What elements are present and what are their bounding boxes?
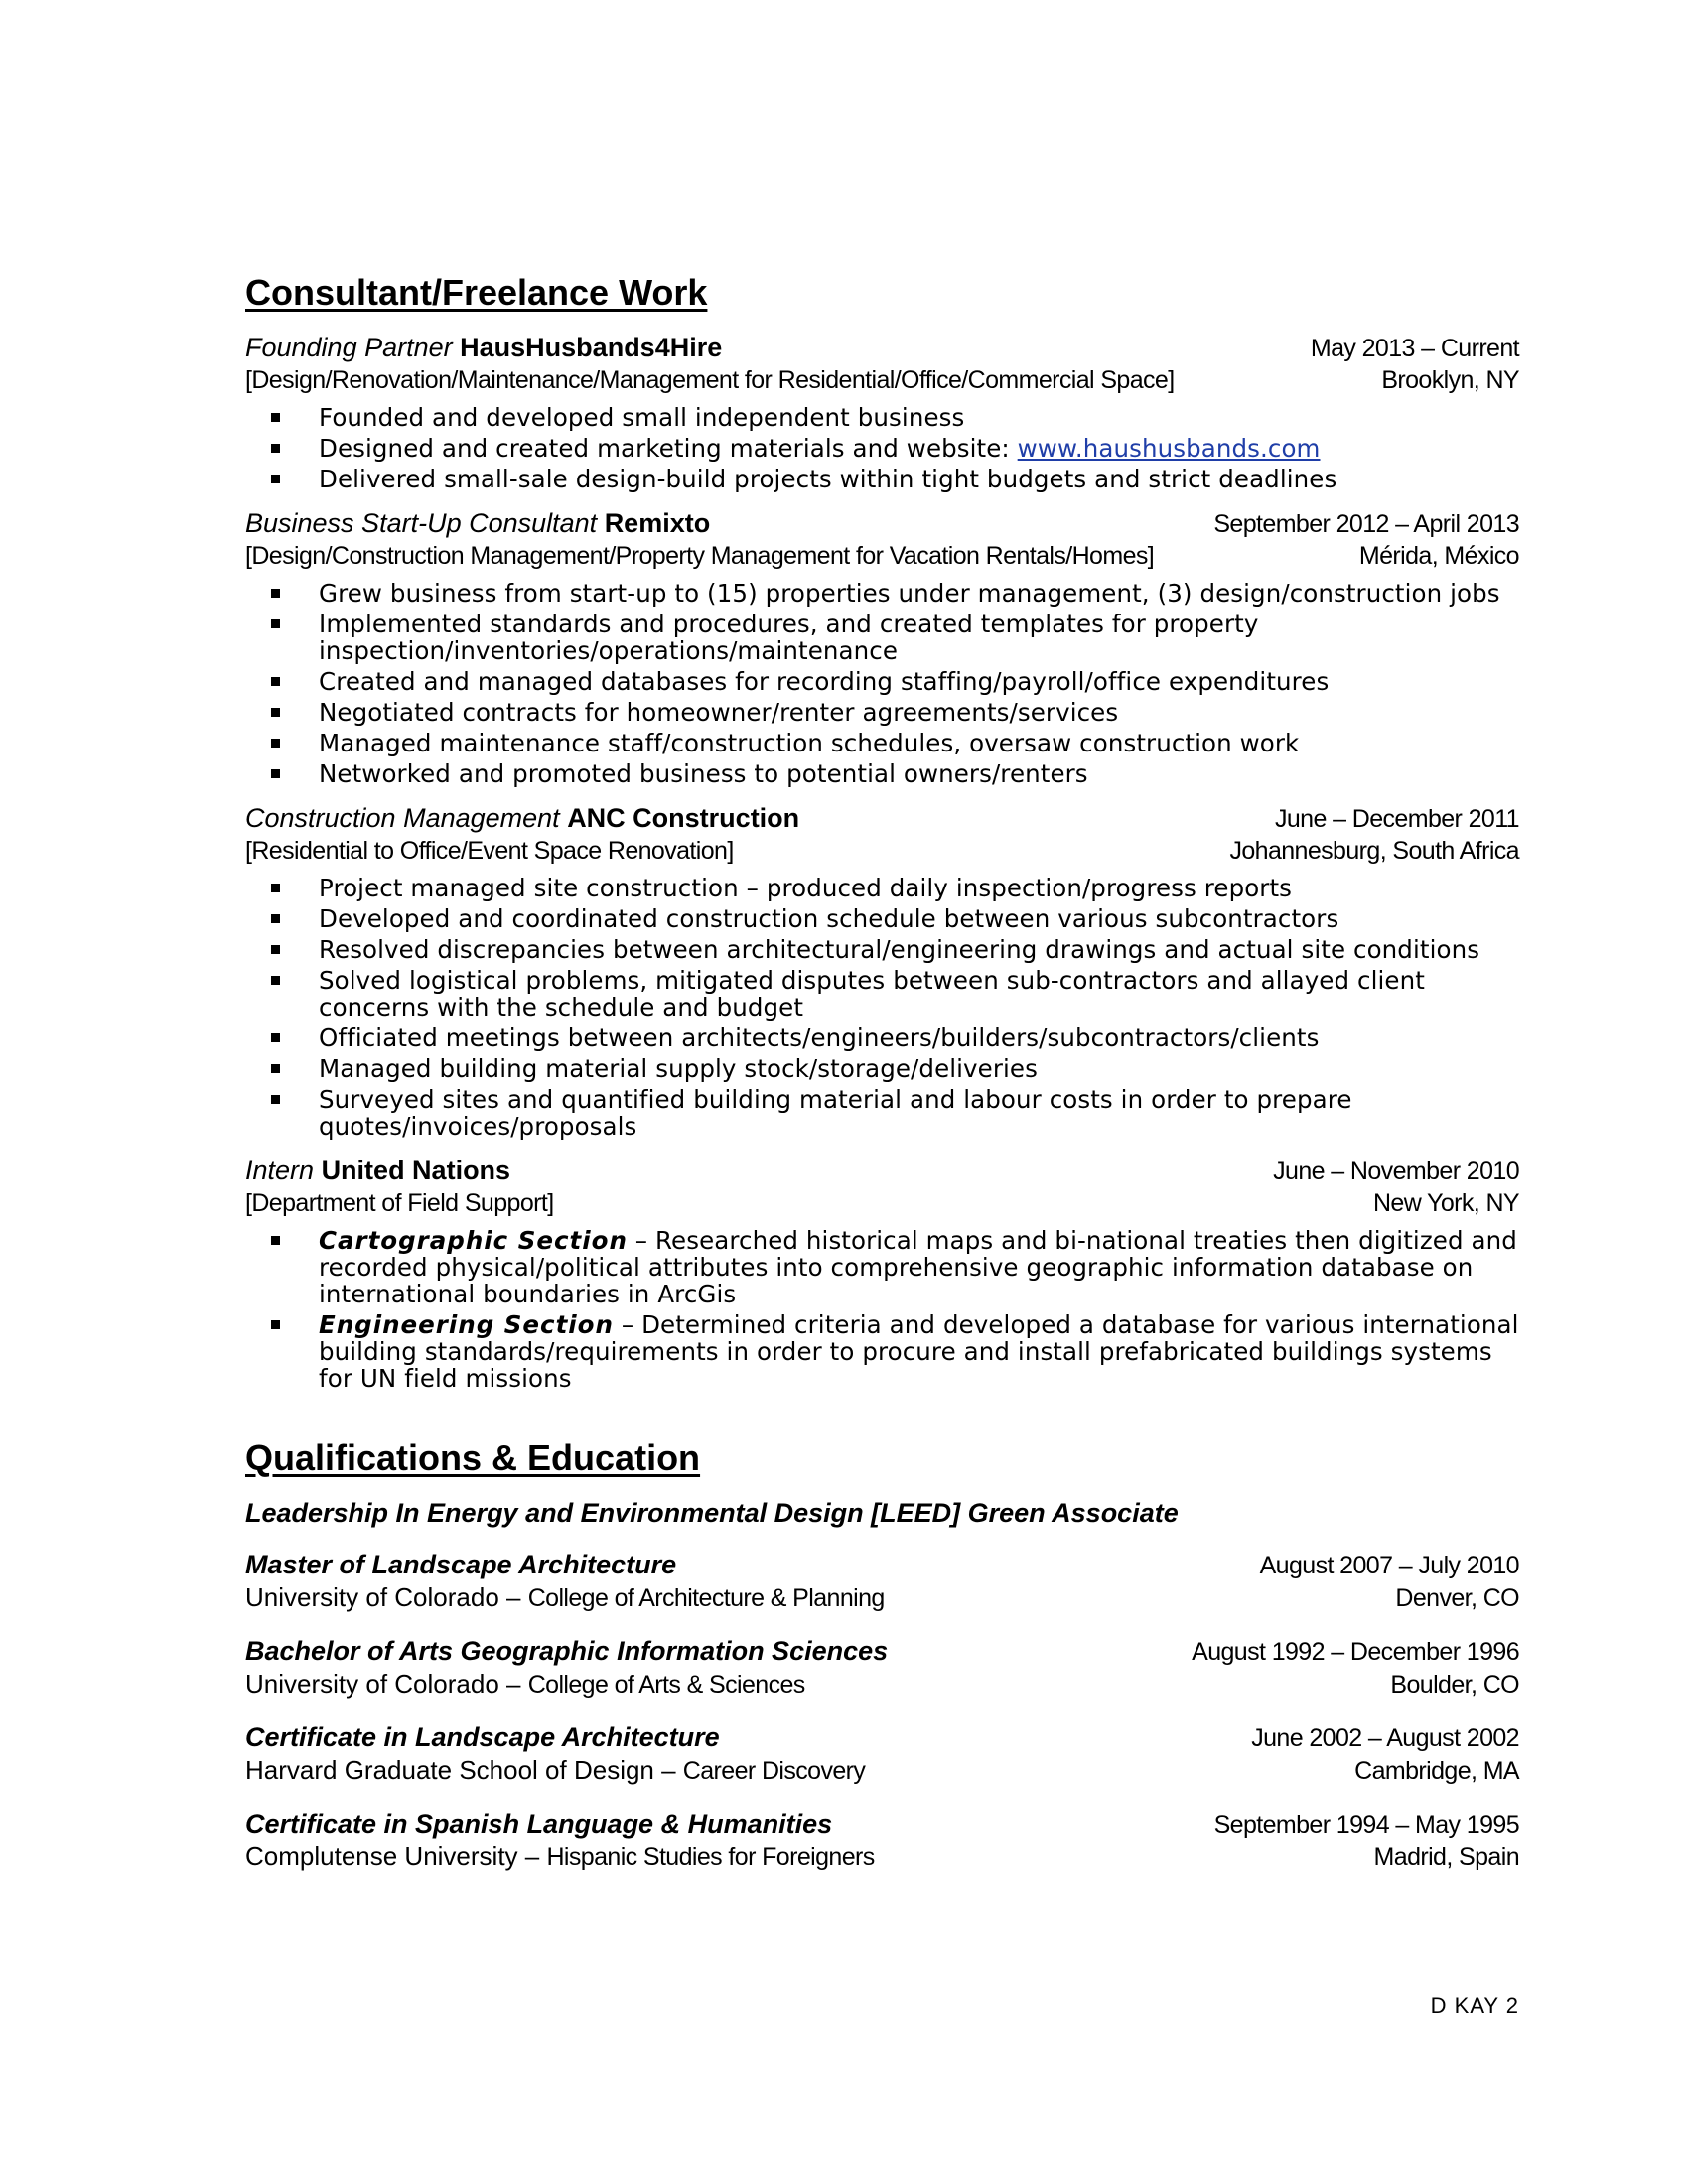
bullet-square-icon	[271, 619, 280, 628]
school-location: Boulder, CO	[1390, 1671, 1519, 1699]
job-subheader	[245, 540, 1519, 572]
job-header	[245, 801, 1519, 835]
school-location: Denver, CO	[1395, 1584, 1519, 1612]
bullet-item: Grew business from start-up to (15) properties under management, (3) design/construction jobs	[245, 580, 1519, 607]
bullet-item: Solved logistical problems, mitigated disputes between sub-contractors and allayed client concerns with the schedule and budget	[245, 967, 1519, 1021]
job-bullets	[245, 1227, 1519, 1392]
bullet-item: Cartographic Section – Researched historical maps and bi-national treaties then digitized and recorded physical/political attributes into comprehensive geographic information database on international boundaries in ArcGis	[245, 1227, 1519, 1307]
bullet-item: Negotiated contracts for homeowner/renter agreements/services	[245, 699, 1519, 726]
bullet-square-icon	[271, 708, 280, 717]
job-dates: May 2013 – Current	[1310, 335, 1519, 362]
education-entry	[245, 1548, 1519, 1614]
bullet-square-icon	[271, 739, 280, 748]
school-location: Madrid, Spain	[1373, 1843, 1519, 1871]
degree-dates: August 2007 – July 2010	[1259, 1552, 1519, 1579]
job-desc: [Department of Field Support]	[245, 1189, 554, 1217]
school-name: Harvard Graduate School of Design – Career Discovery	[245, 1755, 866, 1785]
bullet-item: Managed maintenance staff/construction schedules, oversaw construction work	[245, 730, 1519, 756]
job-bullets	[245, 875, 1519, 1140]
bullet-item: Created and managed databases for recording staffing/payroll/office expenditures	[245, 668, 1519, 695]
job-subheader	[245, 1187, 1519, 1219]
job-org: ANC Construction	[567, 803, 800, 833]
leed-credential: Leadership In Energy and Environmental Design [LEED] Green Associate	[245, 1498, 1179, 1528]
resume-content	[245, 270, 1519, 1893]
bullet-square-icon	[271, 769, 280, 778]
job-subheader	[245, 835, 1519, 867]
bullet-square-icon	[271, 589, 280, 598]
bullet-item: Networked and promoted business to potential owners/renters	[245, 760, 1519, 787]
job-role: Intern	[245, 1156, 315, 1185]
job-dates: June – December 2011	[1274, 805, 1519, 833]
bullet-square-icon	[271, 976, 280, 985]
degree-title: Bachelor of Arts Geographic Information Sciences	[245, 1636, 889, 1666]
job-dates: June – November 2010	[1273, 1158, 1519, 1185]
school-name: Complutense University – Hispanic Studies for Foreigners	[245, 1842, 875, 1871]
job-entry	[245, 331, 1519, 492]
degree-title: Certificate in Spanish Language & Humanities	[245, 1809, 833, 1839]
degree-dates: September 1994 – May 1995	[1213, 1811, 1519, 1839]
job-location: Mérida, México	[1358, 542, 1519, 570]
job-dates: September 2012 – April 2013	[1213, 510, 1519, 538]
bullet-item: Officiated meetings between architects/engineers/builders/subcontractors/clients	[245, 1024, 1519, 1051]
bullet-item: Founded and developed small independent business	[245, 404, 1519, 431]
education-entry	[245, 1720, 1519, 1787]
bullet-square-icon	[271, 677, 280, 686]
school-name: University of Colorado – College of Architecture & Planning	[245, 1582, 885, 1612]
degree-title: Certificate in Landscape Architecture	[245, 1722, 720, 1752]
degree-dates: June 2002 – August 2002	[1251, 1724, 1519, 1752]
bullet-item: Resolved discrepancies between architectural/engineering drawings and actual site conditions	[245, 936, 1519, 963]
job-location: Johannesburg, South Africa	[1229, 837, 1519, 865]
bullet-square-icon	[271, 884, 280, 892]
job-desc: [Residential to Office/Event Space Renovation]	[245, 837, 734, 865]
job-org: HausHusbands4Hire	[460, 333, 723, 362]
job-desc: [Design/Construction Management/Property Management for Vacation Rentals/Homes]	[245, 542, 1155, 570]
bullet-item: Delivered small-sale design-build projects within tight budgets and strict deadlines	[245, 466, 1519, 492]
job-header	[245, 506, 1519, 540]
school-location: Cambridge, MA	[1354, 1757, 1519, 1785]
job-org: United Nations	[321, 1156, 511, 1185]
sub-label: Cartographic Section	[319, 1226, 628, 1255]
job-bullets	[245, 580, 1519, 787]
school-name: University of Colorado – College of Arts & Sciences	[245, 1669, 805, 1699]
education-entry	[245, 1634, 1519, 1701]
degree-dates: August 1992 – December 1996	[1192, 1638, 1519, 1666]
bullet-square-icon	[271, 444, 280, 453]
job-entry	[245, 801, 1519, 1140]
job-bullets	[245, 404, 1519, 492]
job-header	[245, 331, 1519, 364]
bullet-square-icon	[271, 945, 280, 954]
job-role: Construction Management	[245, 803, 560, 833]
job-org: Remixto	[604, 508, 711, 538]
bullet-item: Implemented standards and procedures, and created templates for property inspection/inventories/operations/maintenance	[245, 611, 1519, 664]
job-entry	[245, 506, 1519, 787]
job-desc: [Design/Renovation/Maintenance/Management for Residential/Office/Commercial Space]	[245, 366, 1175, 394]
page-footer: D KAY 2	[1430, 1993, 1519, 2018]
bullet-item: Developed and coordinated construction schedule between various subcontractors	[245, 905, 1519, 932]
bullet-square-icon	[271, 413, 280, 422]
website-link[interactable]: www.haushusbands.com	[1017, 434, 1321, 463]
bullet-square-icon	[271, 914, 280, 923]
bullet-item: Engineering Section – Determined criteria and developed a database for various international building standards/requirements in order to procure and install prefabricated buildings systems for UN field missions	[245, 1311, 1519, 1392]
job-entry	[245, 1154, 1519, 1392]
bullet-item: Designed and created marketing materials and website: www.haushusbands.com	[245, 435, 1519, 462]
job-role: Founding Partner	[245, 333, 453, 362]
bullet-square-icon	[271, 475, 280, 483]
bullet-item: Surveyed sites and quantified building material and labour costs in order to prepare quotes/invoices/proposals	[245, 1086, 1519, 1140]
bullet-item: Managed building material supply stock/storage/deliveries	[245, 1055, 1519, 1082]
sub-label: Engineering Section	[319, 1310, 614, 1339]
job-location: New York, NY	[1372, 1189, 1519, 1217]
bullet-item: Project managed site construction – produced daily inspection/progress reports	[245, 875, 1519, 901]
bullet-square-icon	[271, 1320, 280, 1329]
bullet-square-icon	[271, 1236, 280, 1245]
job-subheader	[245, 364, 1519, 396]
job-location: Brooklyn, NY	[1381, 366, 1519, 394]
bullet-square-icon	[271, 1064, 280, 1073]
education-entry	[245, 1807, 1519, 1873]
education-section-heading: Qualifications & Education	[245, 1437, 701, 1478]
consultant-section-heading: Consultant/Freelance Work	[245, 272, 708, 313]
degree-title: Master of Landscape Architecture	[245, 1550, 677, 1579]
bullet-square-icon	[271, 1095, 280, 1104]
job-role: Business Start-Up Consultant	[245, 508, 598, 538]
job-header	[245, 1154, 1519, 1187]
bullet-square-icon	[271, 1033, 280, 1042]
